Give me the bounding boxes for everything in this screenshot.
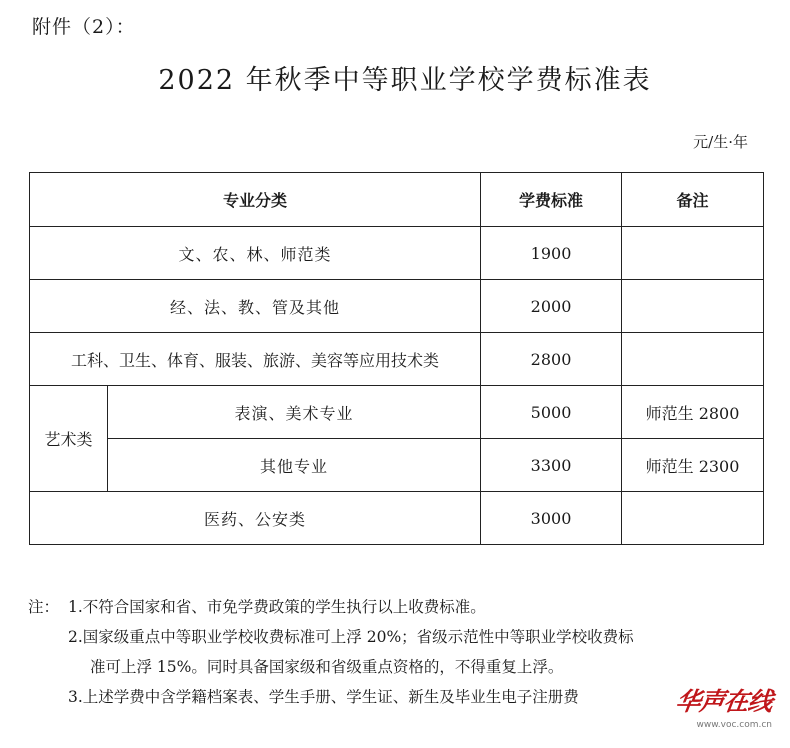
row-remark — [622, 227, 764, 280]
row-remark: 师范生 2800 — [622, 386, 764, 439]
row-fee: 2800 — [481, 333, 622, 386]
note-text: 1.不符合国家和省、市免学费政策的学生执行以上收费标准。 — [68, 598, 486, 616]
row-remark — [622, 280, 764, 333]
row-category: 医药、公安类 — [30, 492, 481, 545]
row-fee: 3300 — [481, 439, 622, 492]
row-category: 工科、卫生、体育、服装、旅游、美容等应用技术类 — [30, 333, 481, 386]
note-item-2-continued: 准可上浮 15%。同时具备国家级和省级重点资格的，不得重复上浮。 — [90, 658, 564, 676]
note-item-1 — [28, 592, 768, 622]
row-remark — [622, 492, 764, 545]
row-remark — [622, 333, 764, 386]
notes-prefix: 注： — [28, 598, 60, 616]
note-item-3: 3.上述学费中含学籍档案表、学生手册、学生证、新生及毕业生电子注册费 — [68, 688, 579, 706]
notes-section — [28, 592, 768, 712]
row-fee: 5000 — [481, 386, 622, 439]
fee-table — [29, 172, 764, 545]
header-fee: 学费标准 — [481, 173, 622, 227]
row-category: 表演、美术专业 — [108, 386, 481, 439]
art-group-label: 艺术类 — [30, 386, 108, 492]
watermark-logo — [672, 682, 772, 742]
page-title: 2022 年秋季中等职业学校学费标准表 — [158, 65, 652, 96]
header-remark: 备注 — [622, 173, 764, 227]
row-category: 经、法、教、管及其他 — [30, 280, 481, 333]
row-fee: 2000 — [481, 280, 622, 333]
row-fee: 3000 — [481, 492, 622, 545]
watermark-text: 华声在线 — [673, 687, 774, 716]
table-row — [30, 227, 764, 280]
attachment-label: 附件（2）： — [32, 16, 136, 38]
row-remark: 师范生 2300 — [622, 439, 764, 492]
row-fee: 1900 — [481, 227, 622, 280]
table-row — [30, 492, 764, 545]
table-row — [30, 333, 764, 386]
table-header-row — [30, 173, 764, 227]
header-category: 专业分类 — [30, 173, 481, 227]
row-category: 文、农、林、师范类 — [30, 227, 481, 280]
note-item-2: 2.国家级重点中等职业学校收费标准可上浮 20%；省级示范性中等职业学校收费标 — [68, 628, 634, 646]
table-row — [30, 280, 764, 333]
unit-label: 元/生·年 — [693, 133, 748, 151]
table-row — [30, 439, 764, 492]
row-category: 其他专业 — [108, 439, 481, 492]
table-row — [30, 386, 764, 439]
watermark-url: www.voc.com.cn — [696, 720, 772, 730]
